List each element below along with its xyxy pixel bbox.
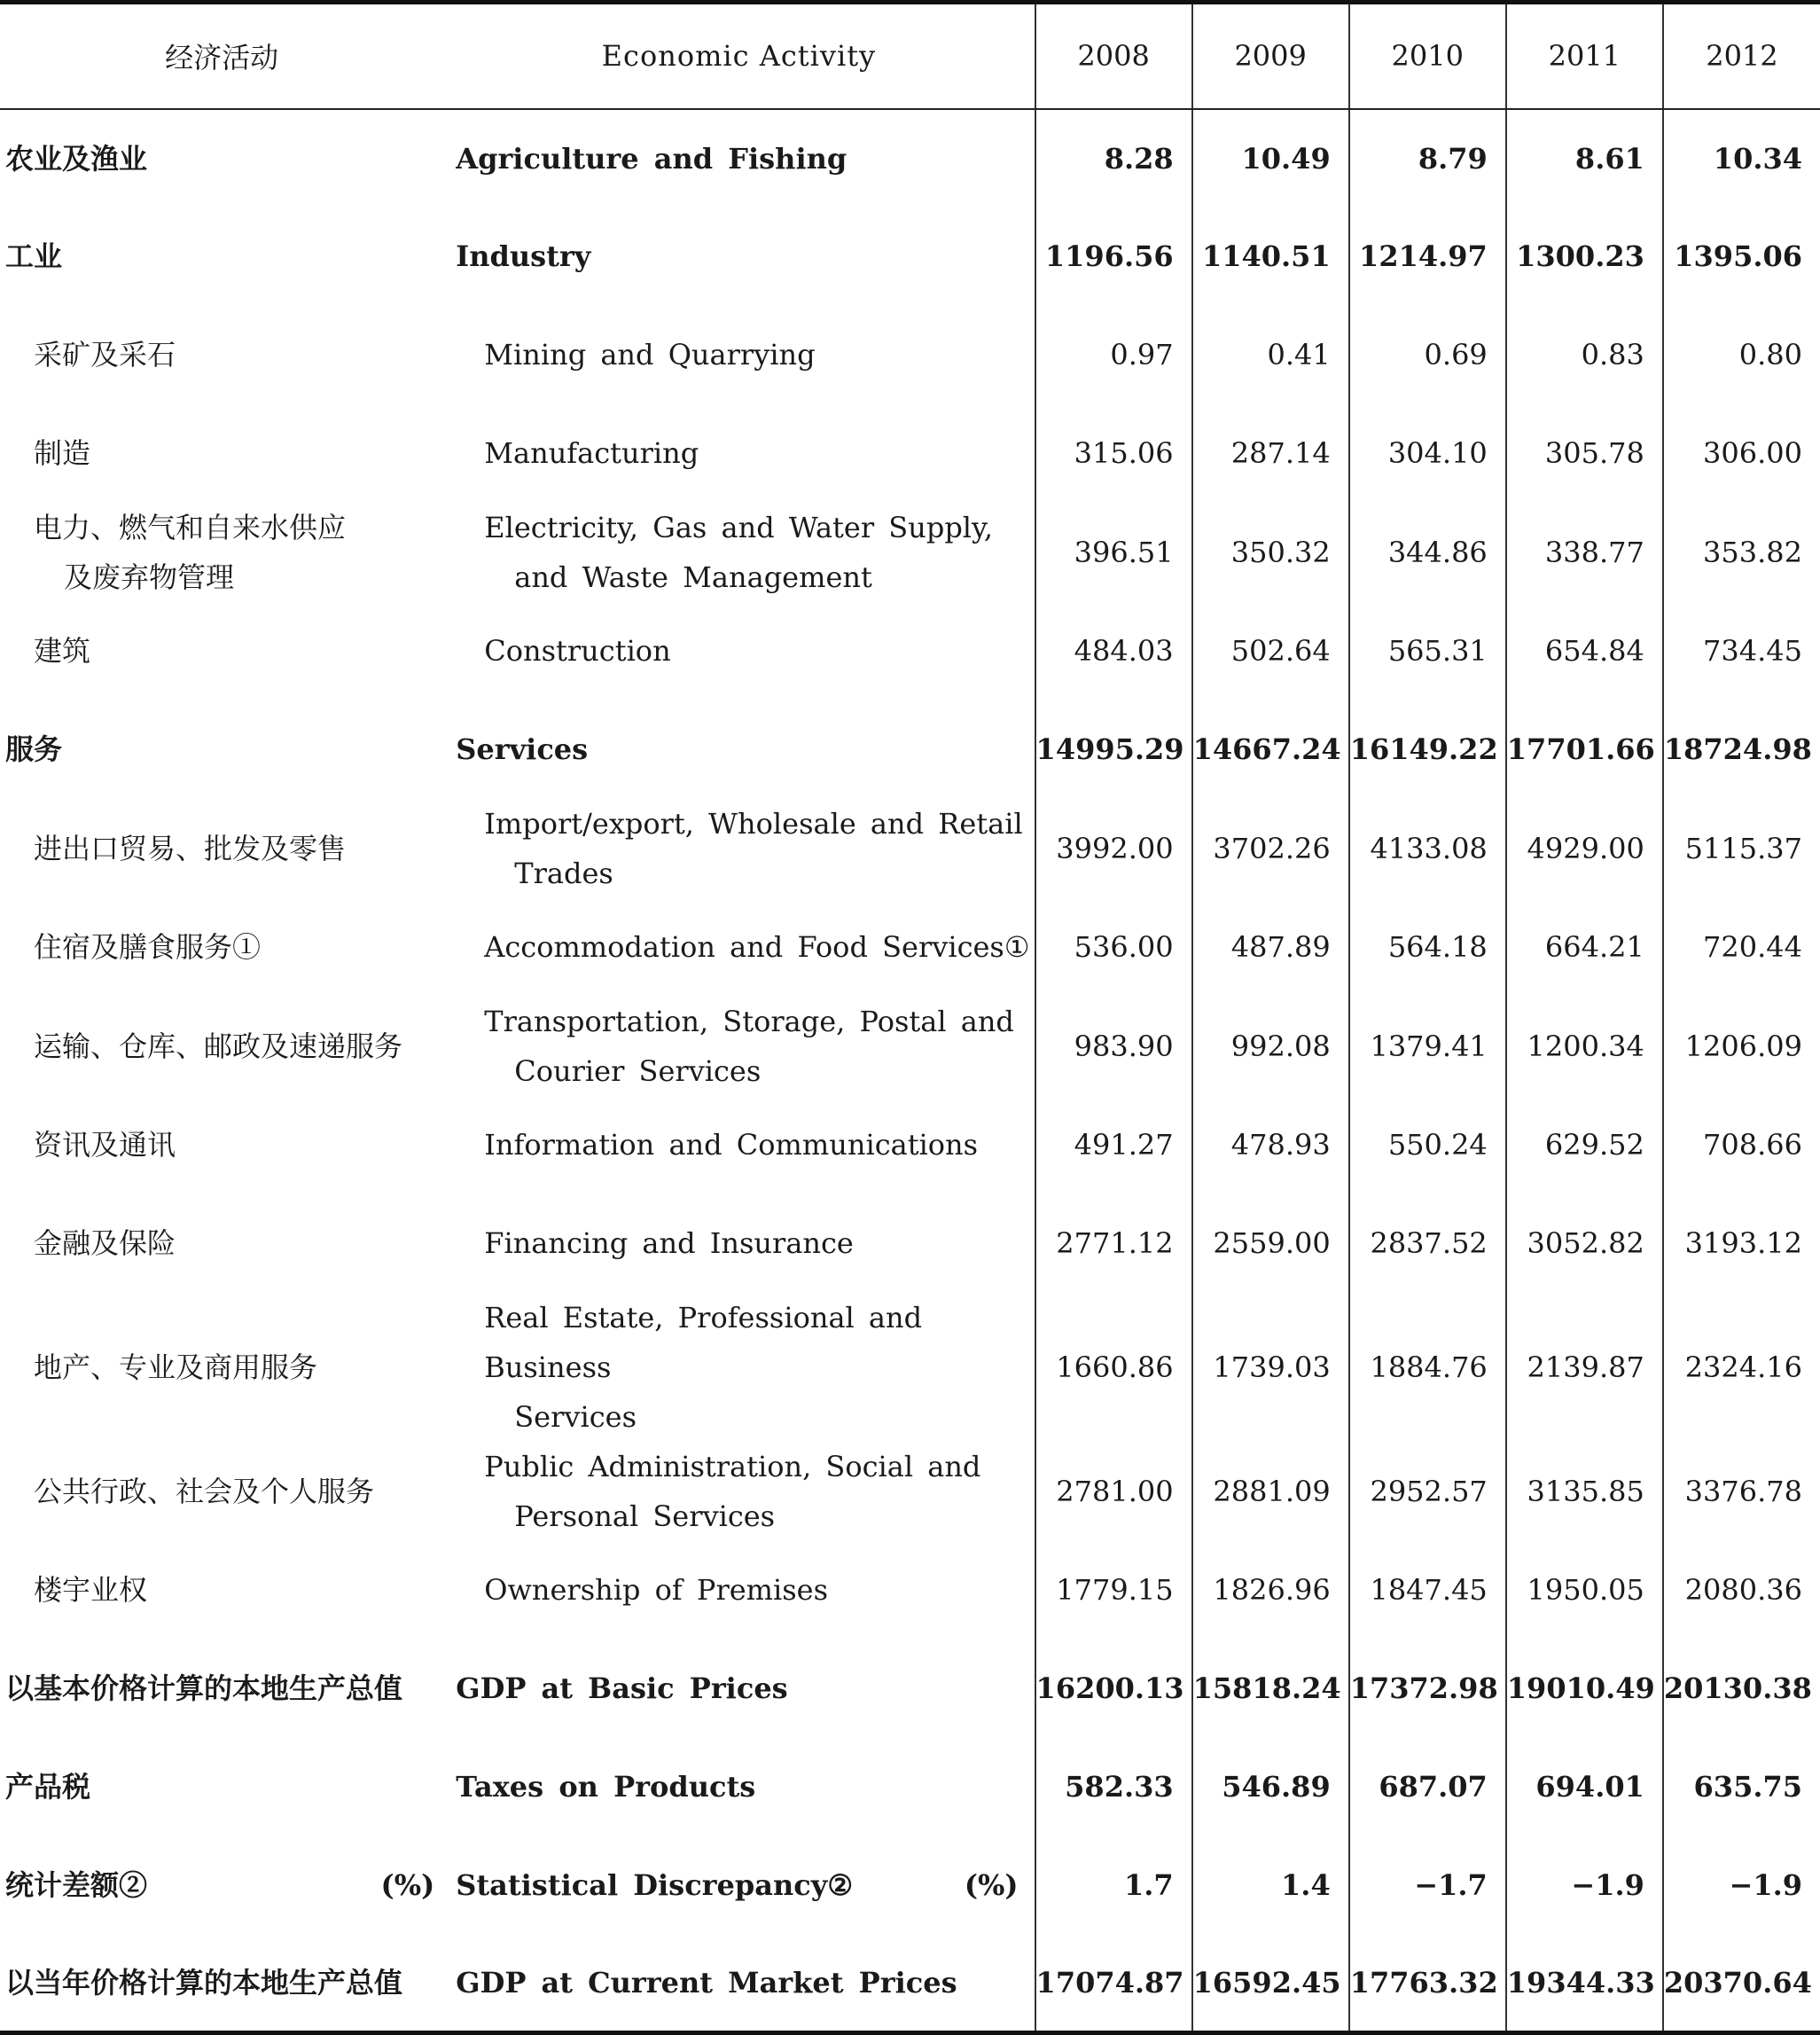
- value-2012: 10.34: [1663, 109, 1820, 207]
- value-2008: 582.33: [1035, 1738, 1192, 1836]
- row-label-zh: 以当年价格计算的本地生产总值: [0, 1935, 443, 2033]
- row-label-zh-line2: 及废弃物管理: [64, 560, 235, 594]
- value-2010: 8.79: [1349, 109, 1506, 207]
- row-label-en: [443, 1442, 1035, 1541]
- value-2010: 304.10: [1349, 404, 1506, 503]
- value-2009: 287.14: [1192, 404, 1349, 503]
- value-2011: 3052.82: [1506, 1194, 1663, 1293]
- header-year-2011: 2011: [1506, 3, 1663, 109]
- value-2008: 536.00: [1035, 898, 1192, 997]
- row-label-en-line1: Electricity, Gas and Water Supply,: [484, 510, 994, 544]
- header-activity-zh: 经济活动: [0, 3, 443, 109]
- value-2011: 1950.05: [1506, 1541, 1663, 1640]
- row-real-estate-business: [0, 1293, 1820, 1442]
- value-2012: 5115.37: [1663, 799, 1820, 898]
- header-row: [0, 3, 1820, 109]
- value-2011: 3135.85: [1506, 1442, 1663, 1541]
- row-information-communications: [0, 1096, 1820, 1194]
- row-financing-insurance: [0, 1194, 1820, 1293]
- value-2012: 734.45: [1663, 602, 1820, 701]
- header-year-2009: 2009: [1192, 3, 1349, 109]
- value-2010: 564.18: [1349, 898, 1506, 997]
- value-2009: 546.89: [1192, 1738, 1349, 1836]
- value-2011: −1.9: [1506, 1836, 1663, 1935]
- value-2010: 0.69: [1349, 306, 1506, 404]
- value-2010: −1.7: [1349, 1836, 1506, 1935]
- value-2008: 17074.87: [1035, 1935, 1192, 2033]
- value-2011: 0.83: [1506, 306, 1663, 404]
- value-2008: 1196.56: [1035, 207, 1192, 306]
- row-accommodation-food: [0, 898, 1820, 997]
- value-2012: 0.80: [1663, 306, 1820, 404]
- header-year-2010: 2010: [1349, 3, 1506, 109]
- row-label-en: [443, 1293, 1035, 1442]
- row-label-zh: [0, 1836, 443, 1935]
- value-2011: 2139.87: [1506, 1293, 1663, 1442]
- value-2010: 1884.76: [1349, 1293, 1506, 1442]
- row-label-en-line2: Services: [514, 1399, 637, 1434]
- unit-percent: (%): [964, 1868, 1019, 1902]
- row-label-en: Financing and Insurance: [484, 1226, 854, 1260]
- value-2012: 18724.98: [1663, 701, 1820, 799]
- value-2009: 992.08: [1192, 997, 1349, 1096]
- row-label-zh: 制造: [34, 436, 91, 470]
- value-2011: 17701.66: [1506, 701, 1663, 799]
- row-label-en: Services: [456, 732, 589, 766]
- value-2009: 2559.00: [1192, 1194, 1349, 1293]
- value-2011: 19344.33: [1506, 1935, 1663, 2033]
- value-2011: 4929.00: [1506, 799, 1663, 898]
- row-label-en: [443, 997, 1035, 1096]
- value-2010: 17372.98: [1349, 1640, 1506, 1738]
- value-2011: 664.21: [1506, 898, 1663, 997]
- row-label-zh: 地产、专业及商用服务: [34, 1350, 318, 1384]
- row-label-en: Construction: [484, 634, 671, 668]
- row-label-en: Manufacturing: [484, 436, 699, 470]
- value-2009: 0.41: [1192, 306, 1349, 404]
- value-2010: 687.07: [1349, 1738, 1506, 1836]
- row-label-en: Accommodation and Food Services①: [484, 930, 1030, 964]
- value-2010: 550.24: [1349, 1096, 1506, 1194]
- value-2008: 315.06: [1035, 404, 1192, 503]
- row-label-en: Information and Communications: [484, 1128, 979, 1162]
- row-label-zh: 运输、仓库、邮政及速递服务: [34, 1029, 403, 1063]
- row-label-en-line1: Real Estate, Professional and Business: [484, 1300, 923, 1384]
- value-2010: 565.31: [1349, 602, 1506, 701]
- value-2012: 3376.78: [1663, 1442, 1820, 1541]
- value-2012: 1395.06: [1663, 207, 1820, 306]
- row-label-en: Mining and Quarrying: [484, 338, 816, 372]
- value-2012: 2324.16: [1663, 1293, 1820, 1442]
- value-2008: 16200.13: [1035, 1640, 1192, 1738]
- row-label-en-line2: and Waste Management: [514, 560, 872, 594]
- row-services: [0, 701, 1820, 799]
- row-transportation-storage: [0, 997, 1820, 1096]
- value-2009: 10.49: [1192, 109, 1349, 207]
- value-2010: 16149.22: [1349, 701, 1506, 799]
- row-taxes-on-products: [0, 1738, 1820, 1836]
- row-manufacturing: [0, 404, 1820, 503]
- value-2009: 1140.51: [1192, 207, 1349, 306]
- row-label-en: GDP at Current Market Prices: [443, 1935, 1035, 2033]
- value-2008: 1779.15: [1035, 1541, 1192, 1640]
- row-label-en-line1: Import/export, Wholesale and Retail: [484, 806, 1023, 841]
- value-2012: 708.66: [1663, 1096, 1820, 1194]
- row-label-en: [443, 1836, 1035, 1935]
- row-label-zh: 资讯及通讯: [34, 1128, 176, 1162]
- value-2008: 983.90: [1035, 997, 1192, 1096]
- row-label-en: Agriculture and Fishing: [456, 141, 848, 176]
- value-2009: 1739.03: [1192, 1293, 1349, 1442]
- value-2009: 1826.96: [1192, 1541, 1349, 1640]
- row-gdp-current-market-prices: [0, 1935, 1820, 2033]
- row-label-en-line2: Trades: [514, 856, 613, 890]
- value-2010: 1214.97: [1349, 207, 1506, 306]
- value-2011: 654.84: [1506, 602, 1663, 701]
- value-2011: 694.01: [1506, 1738, 1663, 1836]
- row-label-en: Industry: [456, 239, 591, 273]
- header-activity-en: Economic Activity: [443, 3, 1035, 109]
- row-label-zh: 农业及渔业: [5, 141, 148, 176]
- row-label-zh: 服务: [5, 732, 63, 766]
- value-2009: 14667.24: [1192, 701, 1349, 799]
- row-label-zh: 建筑: [34, 634, 91, 668]
- value-2008: 2771.12: [1035, 1194, 1192, 1293]
- value-2008: 1.7: [1035, 1836, 1192, 1935]
- value-2012: 20370.64: [1663, 1935, 1820, 2033]
- value-2008: 484.03: [1035, 602, 1192, 701]
- value-2010: 17763.32: [1349, 1935, 1506, 2033]
- row-label-en-text: Statistical Discrepancy②: [456, 1868, 854, 1902]
- value-2008: 3992.00: [1035, 799, 1192, 898]
- value-2012: −1.9: [1663, 1836, 1820, 1935]
- row-agriculture-fishing: [0, 109, 1820, 207]
- row-label-en: GDP at Basic Prices: [456, 1671, 788, 1705]
- value-2012: 353.82: [1663, 503, 1820, 602]
- header-year-2008: 2008: [1035, 3, 1192, 109]
- value-2012: 3193.12: [1663, 1194, 1820, 1293]
- row-label-zh: 以基本价格计算的本地生产总值: [5, 1671, 403, 1705]
- value-2009: 487.89: [1192, 898, 1349, 997]
- value-2010: 1379.41: [1349, 997, 1506, 1096]
- value-2009: 3702.26: [1192, 799, 1349, 898]
- header-year-2012: 2012: [1663, 3, 1820, 109]
- row-label-zh: 进出口贸易、批发及零售: [34, 831, 347, 865]
- row-label-en: [443, 503, 1035, 602]
- value-2010: 344.86: [1349, 503, 1506, 602]
- value-2009: 2881.09: [1192, 1442, 1349, 1541]
- value-2011: 8.61: [1506, 109, 1663, 207]
- row-construction: [0, 602, 1820, 701]
- value-2010: 1847.45: [1349, 1541, 1506, 1640]
- row-label-en-line1: Public Administration, Social and: [484, 1449, 981, 1483]
- value-2009: 350.32: [1192, 503, 1349, 602]
- value-2012: 20130.38: [1663, 1640, 1820, 1738]
- value-2009: 478.93: [1192, 1096, 1349, 1194]
- row-label-en: Ownership of Premises: [484, 1573, 829, 1607]
- row-label-zh: 金融及保险: [34, 1226, 176, 1260]
- value-2012: 2080.36: [1663, 1541, 1820, 1640]
- row-label-en-line2: Personal Services: [514, 1499, 776, 1533]
- value-2009: 16592.45: [1192, 1935, 1349, 2033]
- value-2011: 629.52: [1506, 1096, 1663, 1194]
- row-industry: [0, 207, 1820, 306]
- row-label-zh: 楼宇业权: [34, 1573, 148, 1607]
- row-mining-quarrying: [0, 306, 1820, 404]
- row-label-en: Taxes on Products: [456, 1770, 756, 1804]
- value-2009: 1.4: [1192, 1836, 1349, 1935]
- value-2012: 635.75: [1663, 1738, 1820, 1836]
- value-2011: 338.77: [1506, 503, 1663, 602]
- value-2008: 8.28: [1035, 109, 1192, 207]
- row-label-zh-text: 统计差额②: [5, 1868, 148, 1902]
- row-label-zh: 产品税: [5, 1770, 91, 1804]
- value-2008: 14995.29: [1035, 701, 1192, 799]
- row-label-zh: [0, 503, 443, 602]
- value-2010: 2952.57: [1349, 1442, 1506, 1541]
- value-2008: 1660.86: [1035, 1293, 1192, 1442]
- value-2008: 396.51: [1035, 503, 1192, 602]
- row-electricity-gas-water: [0, 503, 1820, 602]
- value-2012: 720.44: [1663, 898, 1820, 997]
- value-2012: 306.00: [1663, 404, 1820, 503]
- row-label-zh: 公共行政、社会及个人服务: [34, 1474, 375, 1508]
- row-public-administration: [0, 1442, 1820, 1541]
- row-gdp-basic-prices: [0, 1640, 1820, 1738]
- value-2011: 19010.49: [1506, 1640, 1663, 1738]
- row-ownership-premises: [0, 1541, 1820, 1640]
- value-2009: 502.64: [1192, 602, 1349, 701]
- row-label-en-line2: Courier Services: [514, 1053, 762, 1088]
- row-label-en: [443, 799, 1035, 898]
- value-2011: 305.78: [1506, 404, 1663, 503]
- value-2008: 491.27: [1035, 1096, 1192, 1194]
- row-statistical-discrepancy: [0, 1836, 1820, 1935]
- value-2012: 1206.09: [1663, 997, 1820, 1096]
- value-2009: 15818.24: [1192, 1640, 1349, 1738]
- value-2011: 1300.23: [1506, 207, 1663, 306]
- value-2008: 0.97: [1035, 306, 1192, 404]
- row-label-en-line1: Transportation, Storage, Postal and: [484, 1004, 1014, 1038]
- row-label-zh-line1: 电力、燃气和自来水供应: [34, 510, 347, 544]
- row-label-zh: 采矿及采石: [34, 338, 176, 372]
- unit-percent: (%): [380, 1868, 435, 1902]
- value-2010: 4133.08: [1349, 799, 1506, 898]
- row-import-export-trades: [0, 799, 1820, 898]
- row-label-zh: 住宿及膳食服务①: [34, 930, 262, 964]
- value-2011: 1200.34: [1506, 997, 1663, 1096]
- value-2010: 2837.52: [1349, 1194, 1506, 1293]
- value-2008: 2781.00: [1035, 1442, 1192, 1541]
- row-label-zh: 工业: [5, 239, 63, 273]
